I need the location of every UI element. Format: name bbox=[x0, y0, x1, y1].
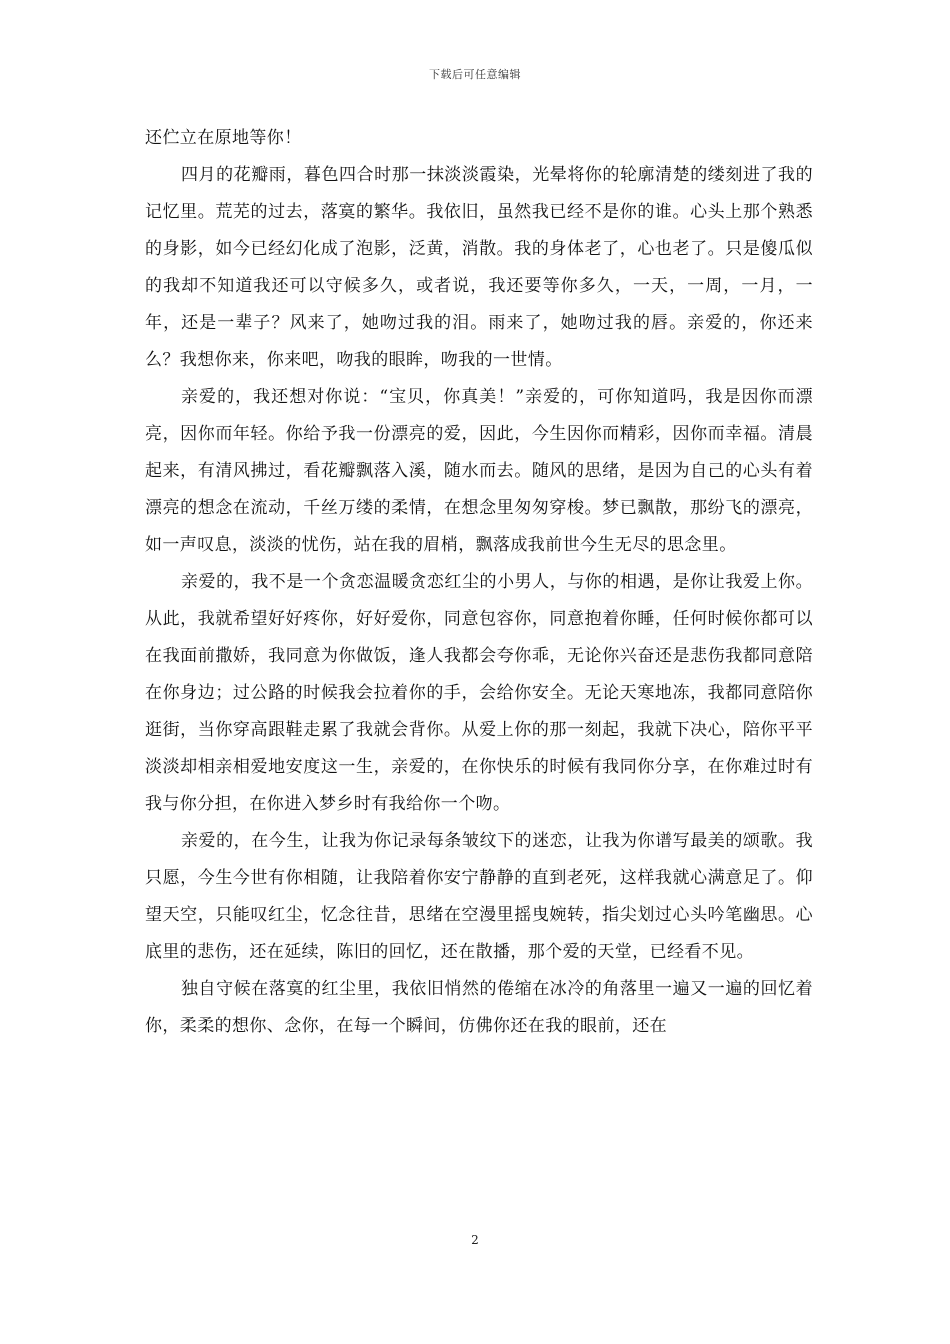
paragraph-5: 亲爱的，在今生，让我为你记录每条皱纹下的迷恋，让我为你谱写最美的颂歌。我只愿，今生今世有你相随，让我陪着你安宁静静的直到老死，这样我就心满意足了。仰望天空，只能叹红尘，忆念往昔，思绪在空漫里摇曳婉转，指尖划过心头吟笔幽思。心底里的悲伤，还在延续，陈旧的回忆，还在散播，那个爱的天堂，已经看不见。 bbox=[145, 831, 813, 962]
paragraph-3: 亲爱的，我还想对你说：“宝贝，你真美！”亲爱的，可你知道吗，我是因你而漂亮，因你而年轻。你给予我一份漂亮的爱，因此，今生因你而精彩，因你而幸福。清晨起来，有清风拂过，看花瓣飘落入溪，随水而去。随风的思绪，是因为自己的心头有着漂亮的想念在流动，千丝万缕的柔情，在想念里匆匆穿梭。梦已飘散，那纷飞的漂亮，如一声叹息，淡淡的忧伤，站在我的眉梢，飘落成我前世今生无尽的思念里。 bbox=[145, 387, 813, 555]
paragraph-2: 四月的花瓣雨，暮色四合时那一抹淡淡霞染，光晕将你的轮廓清楚的缕刻进了我的记忆里。荒芜的过去，落寞的繁华。我依旧，虽然我已经不是你的谁。心头上那个熟悉的身影，如今已经幻化成了泡影，泛黄，消散。我的身体老了，心也老了。只是傻瓜似的我却不知道我还可以守候多久，或者说，我还要等你多久，一天，一周，一月，一年，还是一辈子？风来了，她吻过我的泪。雨来了，她吻过我的唇。亲爱的，你还来么？我想你来，你来吧，吻我的眼眸，吻我的一世情。 bbox=[145, 165, 813, 370]
page-header: 下载后可任意编辑 bbox=[429, 68, 521, 81]
document-body bbox=[145, 120, 813, 1045]
paragraph-1: 还伫立在原地等你！ bbox=[145, 128, 302, 148]
paragraph-6: 独自守候在落寞的红尘里，我依旧悄然的倦缩在冰冷的角落里一遍又一遍的回忆着你，柔柔的想你、念你，在每一个瞬间，仿佛你还在我的眼前，还在 bbox=[145, 979, 813, 1036]
paragraph-4: 亲爱的，我不是一个贪恋温暖贪恋红尘的小男人，与你的相遇，是你让我爱上你。从此，我就希望好好疼你，好好爱你，同意包容你，同意抱着你睡，任何时候你都可以在我面前撒娇，我同意为你做饭，逢人我都会夸你乖，无论你兴奋还是悲伤我都同意陪在你身边；过公路的时候我会拉着你的手，会给你安全。无论天寒地冻，我都同意陪你逛街，当你穿高跟鞋走累了我就会背你。从爱上你的那一刻起，我就下决心，陪你平平淡淡却相亲相爱地安度这一生，亲爱的，在你快乐的时候有我同你分享，在你难过时有我与你分担，在你进入梦乡时有我给你一个吻。 bbox=[145, 572, 813, 814]
page-number: 2 bbox=[471, 1233, 479, 1247]
